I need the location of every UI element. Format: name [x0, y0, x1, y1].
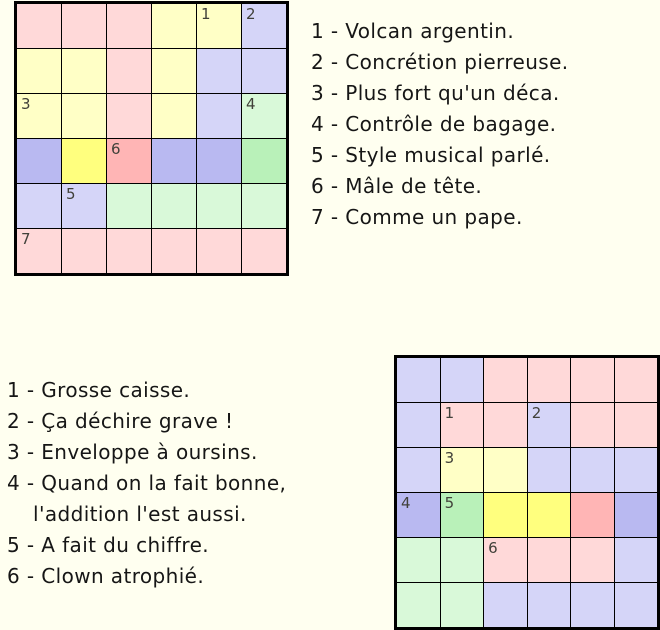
grid-bottom-right-cell-r5c5 — [614, 583, 658, 629]
grid-top-left-cell-r0c2 — [107, 3, 152, 49]
grid-top-left-cell-r3c1 — [62, 139, 107, 184]
grid-bottom-right-cell-r2c1 — [440, 448, 484, 493]
clues-bottom-left — [7, 375, 286, 592]
clue-line: 2 - Concrétion pierreuse. — [311, 50, 569, 74]
grid-top-left-cell-r1c3 — [152, 49, 197, 94]
grid-bottom-right-cell-r3c2 — [484, 493, 528, 538]
grid-top-left-cell-r4c0 — [16, 184, 62, 229]
grid-bottom-right-cell-r5c2 — [484, 583, 528, 629]
clue-line: 5 - A fait du chiffre. — [7, 533, 210, 557]
grid-top-left-cell-r0c4 — [197, 3, 242, 49]
grid-top-left-cell-r4c1 — [62, 184, 107, 229]
grid-top-left-row — [16, 3, 288, 49]
grid-top-left-cell-r4c3 — [152, 184, 197, 229]
grid-top-left-cell-r5c2 — [107, 229, 152, 275]
clue-line: 6 - Clown atrophié. — [7, 564, 205, 588]
grid-top-left-cell-r1c4 — [197, 49, 242, 94]
grid-bottom-right-cell-r5c4 — [571, 583, 614, 629]
cell-number: 6 — [111, 140, 121, 158]
grid-bottom-right-cell-r2c4 — [571, 448, 614, 493]
grid-bottom-right — [394, 355, 660, 630]
grid-top-left-cell-r5c3 — [152, 229, 197, 275]
clue-line: 7 - Comme un pape. — [311, 205, 523, 229]
clue-line: 4 - Contrôle de bagage. — [311, 112, 557, 136]
grid-top-left-cell-r0c1 — [62, 3, 107, 49]
grid-top-left-cell-r5c5 — [242, 229, 288, 275]
grid-bottom-right-cell-r5c1 — [440, 583, 484, 629]
grid-top-left-cell-r3c4 — [197, 139, 242, 184]
grid-bottom-right-cell-r0c5 — [614, 357, 658, 403]
grid-bottom-right-cell-r0c3 — [527, 357, 571, 403]
grid-top-left-cell-r2c1 — [62, 94, 107, 139]
grid-bottom-right-cell-r3c5 — [614, 493, 658, 538]
grid-bottom-right-cell-r4c4 — [571, 538, 614, 583]
grid-top-left-cell-r0c3 — [152, 3, 197, 49]
grid-bottom-right-cell-r0c1 — [440, 357, 484, 403]
cell-number: 6 — [488, 539, 498, 557]
grid-top-left-cell-r5c1 — [62, 229, 107, 275]
grid-top-left-cell-r5c0 — [16, 229, 62, 275]
grid-bottom-right-cell-r2c2 — [484, 448, 528, 493]
grid-bottom-right-cell-r4c0 — [396, 538, 441, 583]
cell-number: 7 — [21, 230, 31, 248]
grid-bottom-right-cell-r3c3 — [527, 493, 571, 538]
grid-bottom-right-cell-r1c2 — [484, 403, 528, 448]
cell-number: 4 — [246, 95, 256, 113]
grid-top-left-cell-r4c4 — [197, 184, 242, 229]
clue-line: l'addition l'est aussi. — [33, 502, 247, 526]
grid-top-left-cell-r1c0 — [16, 49, 62, 94]
grid-top-left-cell-r4c5 — [242, 184, 288, 229]
grid-bottom-right-row — [396, 357, 659, 403]
grid-bottom-right-cell-r2c3 — [527, 448, 571, 493]
grid-top-left-cell-r0c5 — [242, 3, 288, 49]
grid-bottom-right-cell-r2c0 — [396, 448, 441, 493]
grid-bottom-right-cell-r1c1 — [440, 403, 484, 448]
grid-bottom-right-cell-r3c1 — [440, 493, 484, 538]
grid-bottom-right-cell-r5c0 — [396, 583, 441, 629]
grid-bottom-right-cell-r1c0 — [396, 403, 441, 448]
grid-bottom-right-cell-r1c4 — [571, 403, 614, 448]
grid-top-left-cell-r2c2 — [107, 94, 152, 139]
grid-bottom-right-row — [396, 493, 659, 538]
grid-top-left-row — [16, 94, 288, 139]
cell-number: 1 — [201, 5, 211, 23]
grid-top-left-cell-r2c0 — [16, 94, 62, 139]
clue-line: 3 - Plus fort qu'un déca. — [311, 81, 560, 105]
grid-top-left-cell-r3c2 — [107, 139, 152, 184]
grid-bottom-right-cell-r0c0 — [396, 357, 441, 403]
clues-top-right — [311, 16, 569, 233]
clue-line: 2 - Ça déchire grave ! — [7, 409, 234, 433]
grid-top-left-cell-r3c0 — [16, 139, 62, 184]
cell-number: 2 — [246, 5, 256, 23]
cell-number: 5 — [66, 185, 76, 203]
grid-bottom-right-cell-r4c3 — [527, 538, 571, 583]
grid-bottom-right-cell-r1c3 — [527, 403, 571, 448]
grid-top-left-cell-r3c3 — [152, 139, 197, 184]
grid-bottom-right-cell-r3c0 — [396, 493, 441, 538]
grid-bottom-right-cell-r0c2 — [484, 357, 528, 403]
grid-bottom-right-cell-r4c1 — [440, 538, 484, 583]
grid-top-left-cell-r2c3 — [152, 94, 197, 139]
clue-line: 6 - Mâle de tête. — [311, 174, 483, 198]
cell-number: 4 — [401, 494, 411, 512]
grid-top-left-cell-r5c4 — [197, 229, 242, 275]
cell-number: 5 — [444, 494, 455, 512]
cell-number: 3 — [21, 95, 31, 113]
grid-top-left-row — [16, 139, 288, 184]
grid-top-left — [14, 1, 289, 276]
grid-bottom-right-cell-r1c5 — [614, 403, 658, 448]
clue-line: 5 - Style musical parlé. — [311, 143, 551, 167]
grid-top-left-row — [16, 184, 288, 229]
grid-top-left-cell-r4c2 — [107, 184, 152, 229]
grid-bottom-right-row — [396, 448, 659, 493]
grid-bottom-right-cell-r3c4 — [571, 493, 614, 538]
grid-top-left-cell-r1c1 — [62, 49, 107, 94]
grid-bottom-right-row — [396, 403, 659, 448]
grid-bottom-right-cell-r4c5 — [614, 538, 658, 583]
grid-top-left-row — [16, 49, 288, 94]
grid-top-left-cell-r2c5 — [242, 94, 288, 139]
cell-number: 3 — [444, 449, 455, 467]
grid-top-left-cell-r0c0 — [16, 3, 62, 49]
clue-line: 1 - Volcan argentin. — [311, 19, 515, 43]
grid-bottom-right-cell-r4c2 — [484, 538, 528, 583]
cell-number: 1 — [444, 404, 455, 422]
grid-top-left-cell-r1c2 — [107, 49, 152, 94]
grid-top-left-row — [16, 229, 288, 275]
grid-bottom-right-cell-r5c3 — [527, 583, 571, 629]
grid-top-left-cell-r2c4 — [197, 94, 242, 139]
grid-bottom-right-row — [396, 583, 659, 629]
cell-number: 2 — [531, 404, 542, 422]
grid-bottom-right-cell-r2c5 — [614, 448, 658, 493]
grid-top-left-cell-r1c5 — [242, 49, 288, 94]
clue-line: 4 - Quand on la fait bonne, — [7, 471, 287, 495]
grid-bottom-right-row — [396, 538, 659, 583]
grid-top-left-cell-r3c5 — [242, 139, 288, 184]
clue-line: 1 - Grosse caisse. — [7, 378, 191, 402]
grid-bottom-right-cell-r0c4 — [571, 357, 614, 403]
clue-line: 3 - Enveloppe à oursins. — [7, 440, 258, 464]
